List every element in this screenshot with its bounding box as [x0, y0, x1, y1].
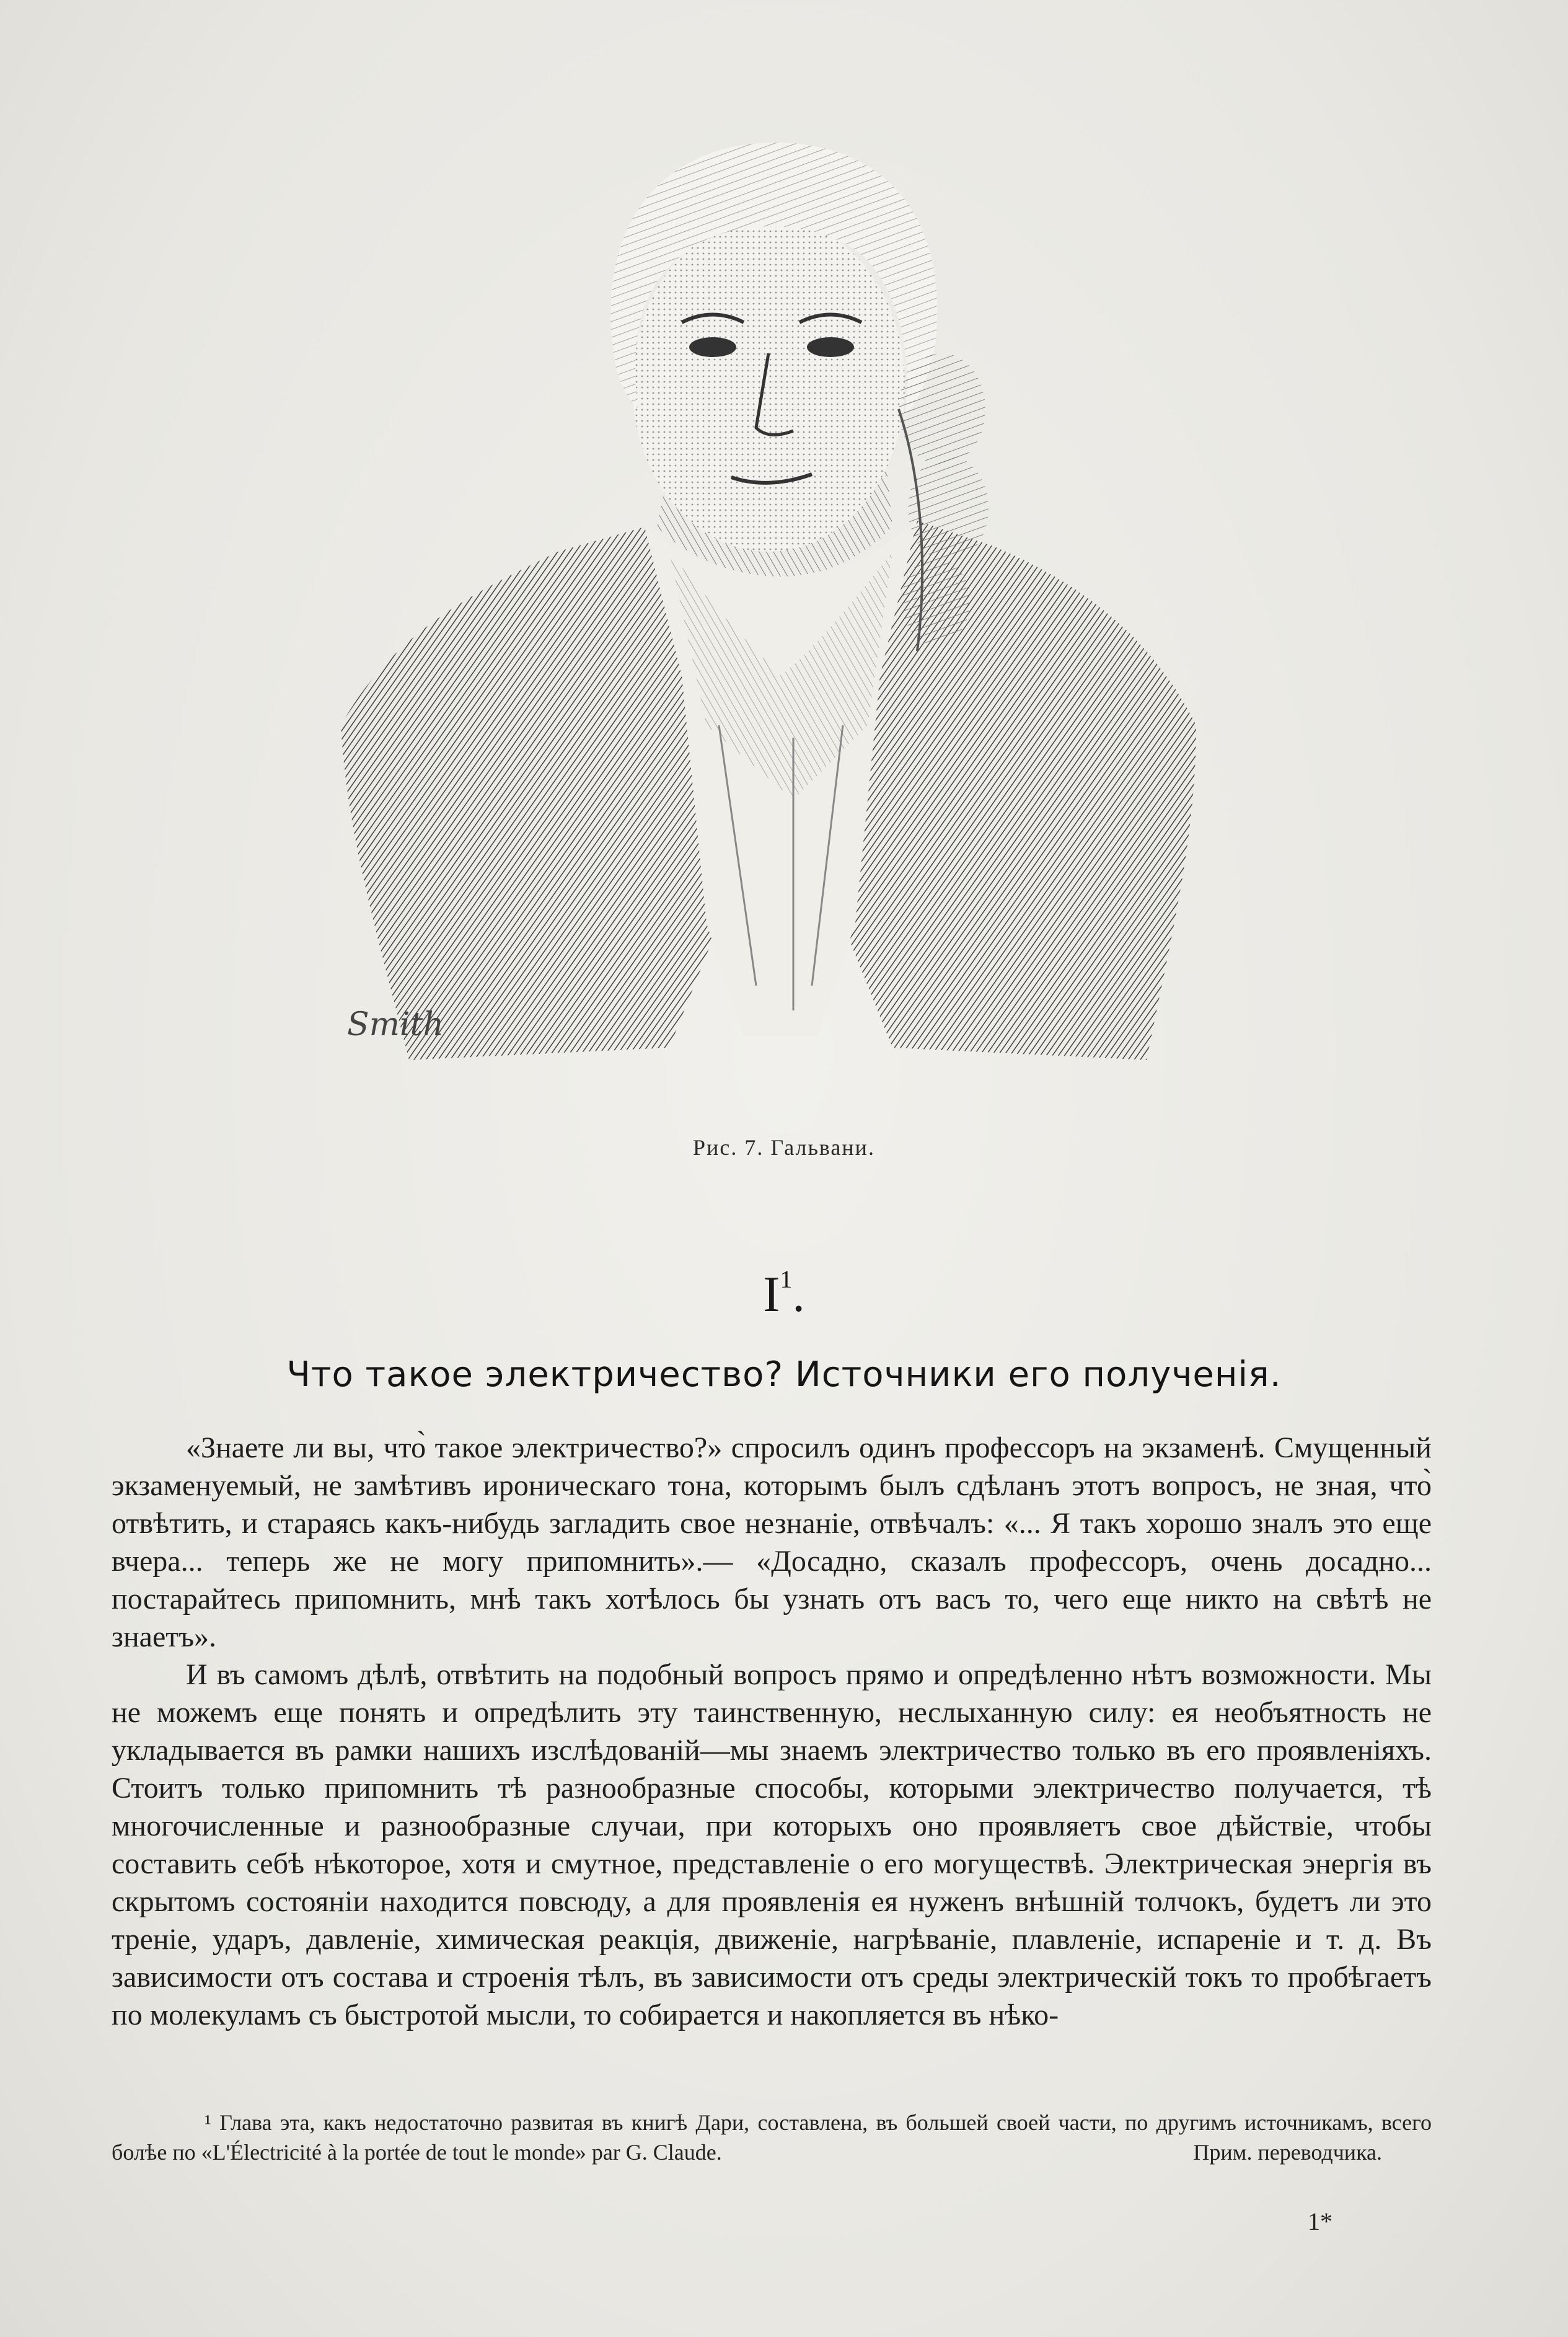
footnote-text: ¹ Глава эта, какъ недостаточно развитая въ книгѣ Дари, составлена, въ большей своей части, по другимъ источникамъ, всего болѣе по «L'Électricité à la portée de tout le monde» par G. Claude. [112, 2110, 1432, 2165]
body-text [112, 1429, 1432, 2034]
paragraph: «Знаете ли вы, что̀ такое электричество?» спросилъ одинъ профессоръ на экзаменѣ. Смущенный экзаменуемый, не замѣтивъ ироническаго тона, которымъ былъ сдѣланъ этотъ вопросъ, не зная, что̀ отвѣтить, и стараясь какъ-нибудь загладить свое незнаніе, отвѣчалъ: «... Я такъ хорошо зналъ это еще вчера... теперь же не могу припомнить».— «Досадно, сказалъ профессоръ, очень досадно... постарайтесь припомнить, мнѣ такъ хотѣлось бы узнать отъ васъ то, чего еще никто на свѣтѣ не знаетъ». [112, 1431, 1432, 1653]
page-number: 1* [1308, 2207, 1332, 2235]
chapter-number-suffix: . [792, 1266, 805, 1322]
figure-caption: Рис. 7. Гальвани. [693, 1135, 875, 1160]
footnote [112, 2108, 1432, 2167]
chapter-numeral: I [763, 1266, 780, 1322]
engraver-signature: Smith [347, 1006, 444, 1043]
portrait-illustration [322, 118, 1215, 1085]
paragraph: И въ самомъ дѣлѣ, отвѣтить на подобный вопросъ прямо и опредѣленно нѣтъ возможности. Мы не можемъ еще понять и опредѣлить эту таинственную, неслыханную силу: ея необъятность не укладывается въ рамки нашихъ изслѣдованій—мы знаемъ электричество только въ его проявленіяхъ. Стоитъ только припомнить тѣ разнообразные способы, которыми электричество получается, тѣ многочисленные и разнообразные случаи, при которыхъ оно проявляетъ свое дѣйствіе, чтобы составить себѣ нѣкоторое, хотя и смутное, представленіе о его могуществѣ. Электрическая энергія въ скрытомъ состояніи находится повсюду, а для проявленія ея нуженъ внѣшній толчокъ, будетъ ли это треніе, ударъ, давленіе, химическая реакція, движеніе, нагрѣваніе, плавленіе, испареніе и т. д. Въ зависимости отъ состава и строенія тѣлъ, въ зависимости отъ среды электрическій токъ то пробѣгаетъ по молекуламъ съ быстротой мысли, то собирается и накопляется въ нѣко- [112, 1658, 1432, 2031]
translator-note: Прим. переводчика. [1193, 2140, 1382, 2165]
chapter-footnote-mark: 1 [780, 1265, 793, 1293]
chapter-number [0, 1265, 1568, 1323]
chapter-title: Что такое электричество? Источники его полученія. [286, 1354, 1282, 1395]
galvani-portrait-engraving [322, 118, 1215, 1085]
